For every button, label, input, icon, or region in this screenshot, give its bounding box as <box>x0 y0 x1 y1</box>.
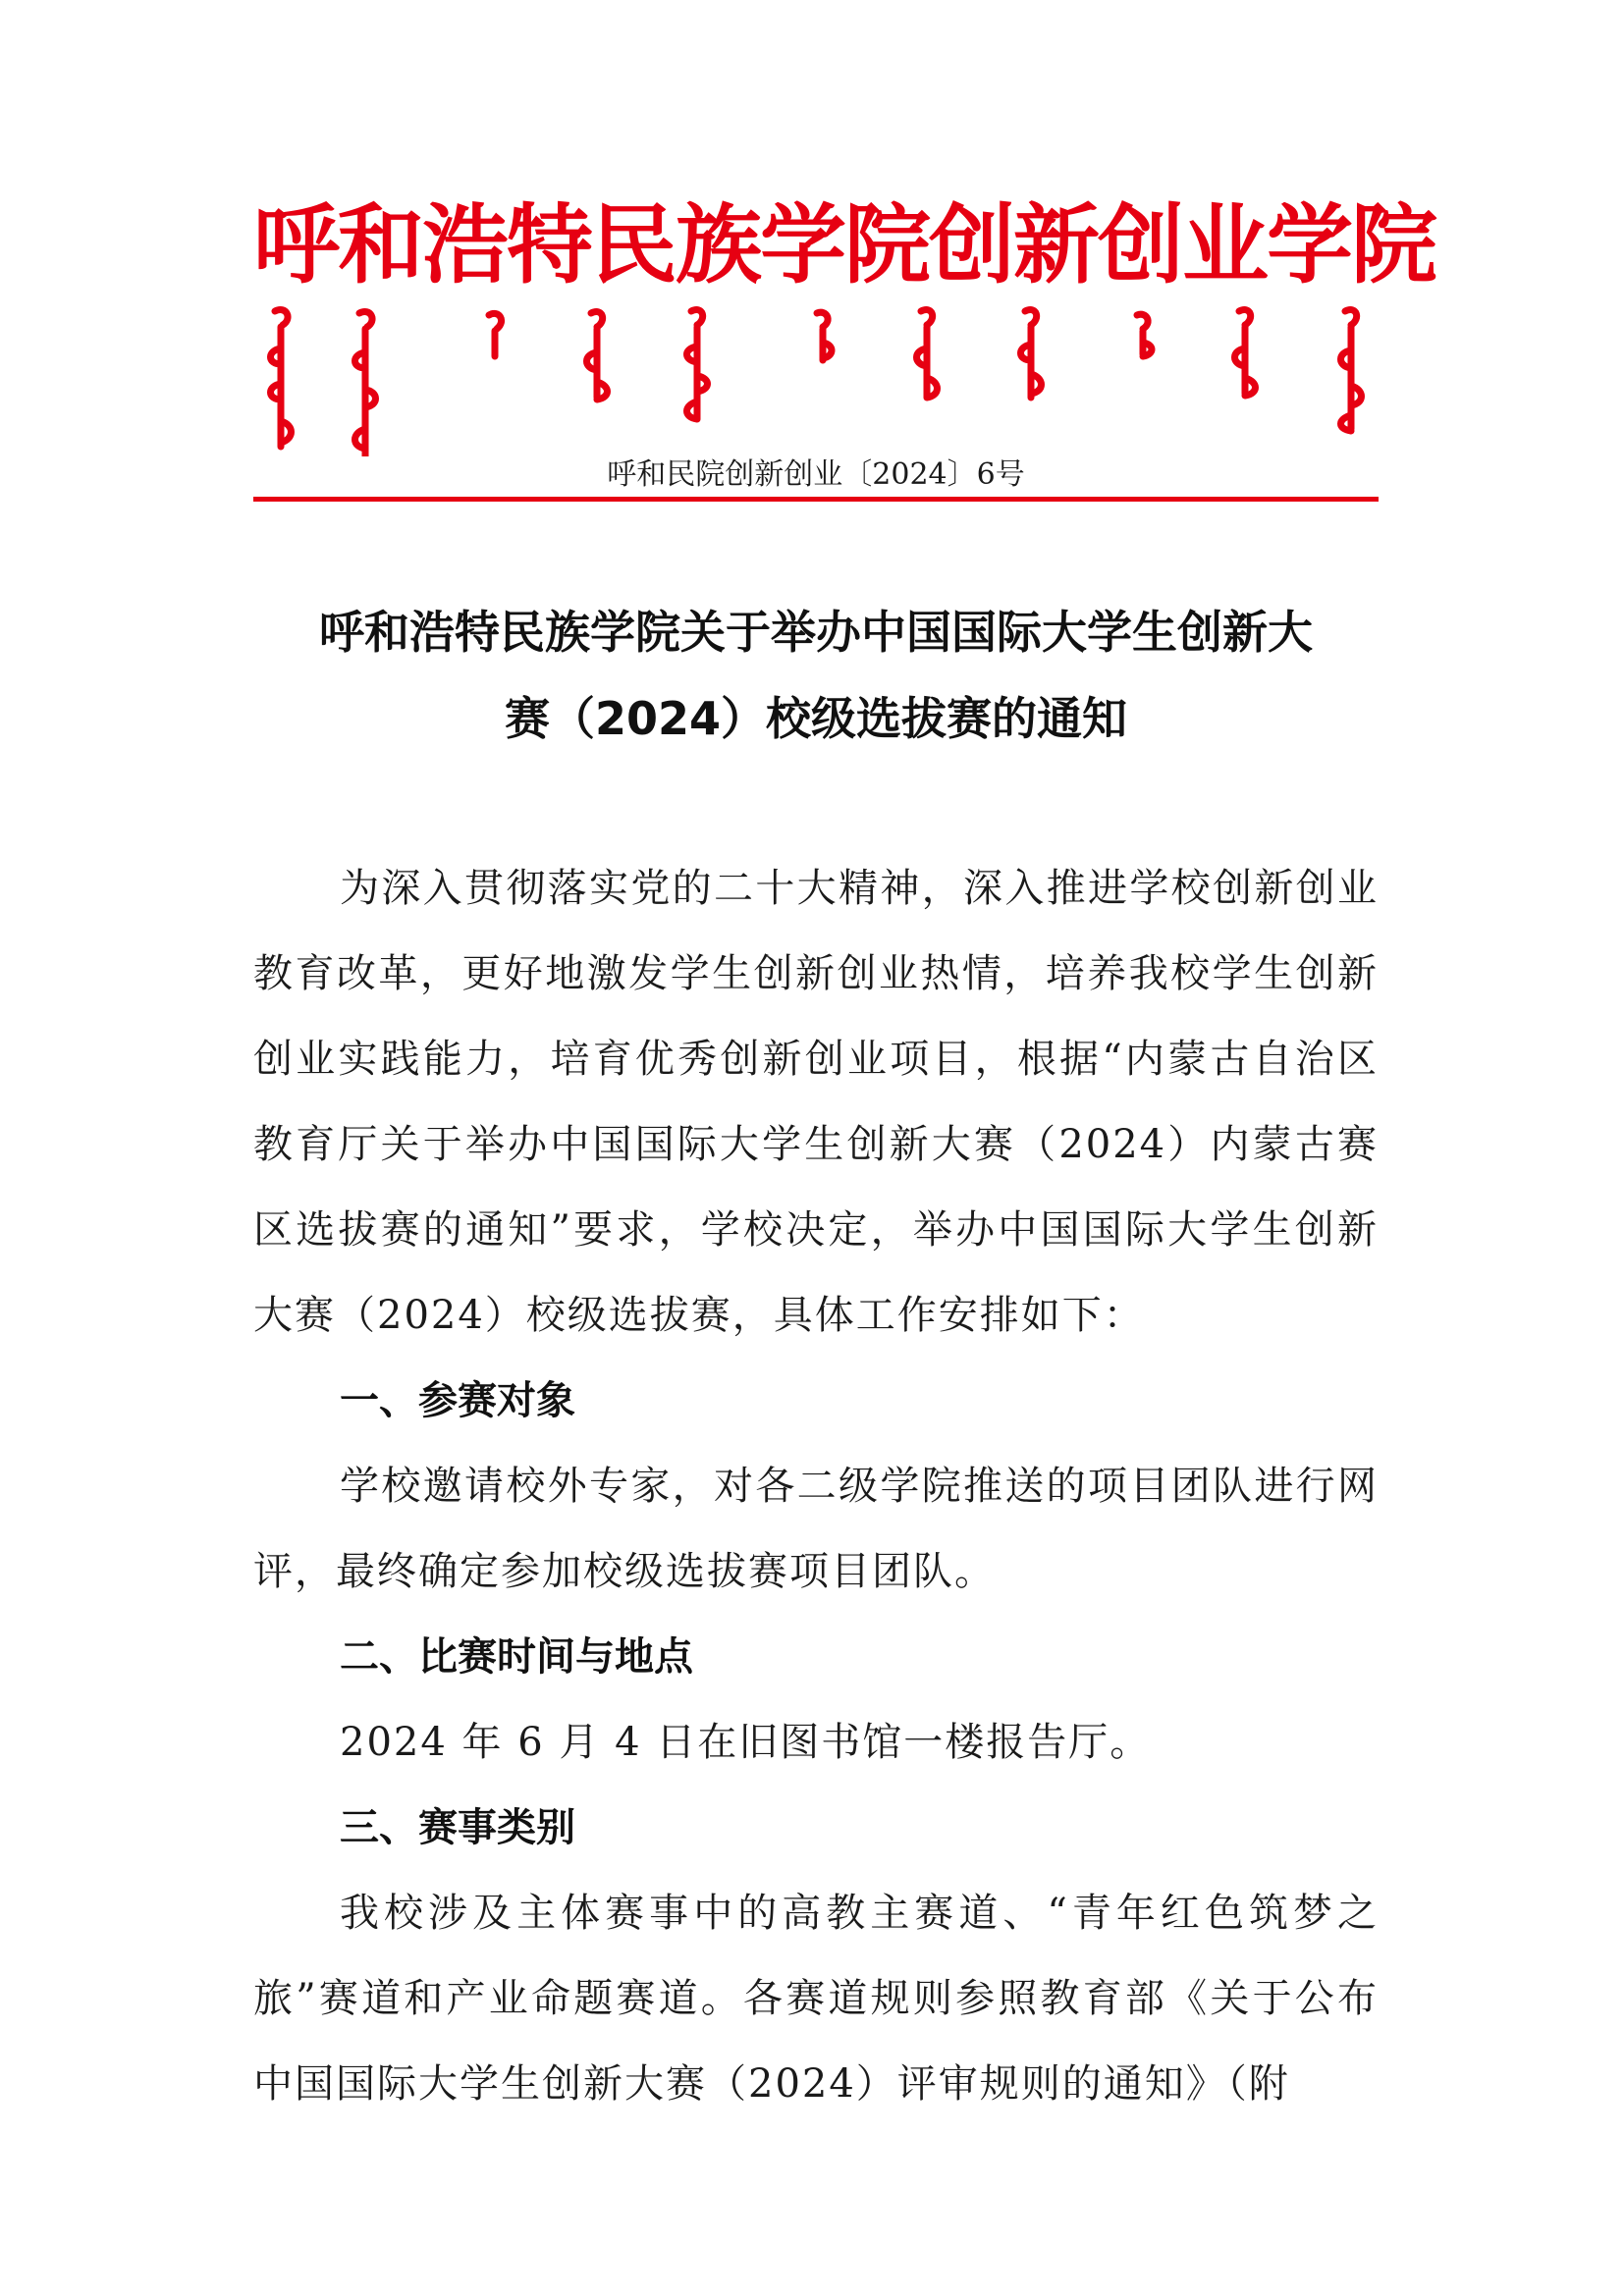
intro-paragraph: 为深入贯彻落实党的二十大精神，深入推进学校创新创业教育改革，更好地激发学生创新创业热情，培养我校学生创新创业实践能力，培育优秀创新创业项目，根据“内蒙古自治区教育厅关于举办中国国际大学生创新大赛（2024）内蒙古赛区选拔赛的通知”要求，学校决定，举办中国国际大学生创新大赛（2024）校级选拔赛，具体工作安排如下： <box>253 866 1379 1338</box>
document-title <box>253 589 1379 762</box>
section-3-heading: 三、赛事类别 <box>340 1805 575 1850</box>
institution-name-header: 呼和浩特民族学院创新创业学院 <box>253 194 1436 295</box>
section-1-heading: 一、参赛对象 <box>340 1378 575 1423</box>
header-red-rule <box>253 497 1379 502</box>
document-body <box>253 846 1379 2127</box>
document-title-line-2: 赛（2024）校级选拔赛的通知 <box>504 692 1128 745</box>
mongolian-script-icon <box>253 299 1379 456</box>
section-3-paragraph: 我校涉及主体赛事中的高教主赛道、“青年红色筑梦之旅”赛道和产业命题赛道。各赛道规则参照教育部《关于公布中国国际大学生创新大赛（2024）评审规则的通知》（附 <box>253 1891 1379 2107</box>
section-2-paragraph: 2024 年 6 月 4 日在旧图书馆一楼报告厅。 <box>340 1720 1152 1765</box>
document-number: 呼和民院创新创业〔2024〕6号 <box>607 457 1025 492</box>
document-title-line-1: 呼和浩特民族学院关于举办中国国际大学生创新大 <box>319 606 1313 659</box>
section-1-paragraph: 学校邀请校外专家，对各二级学院推送的项目团队进行网评，最终确定参加校级选拔赛项目团队。 <box>253 1464 1379 1594</box>
section-2-heading: 二、比赛时间与地点 <box>340 1634 693 1680</box>
